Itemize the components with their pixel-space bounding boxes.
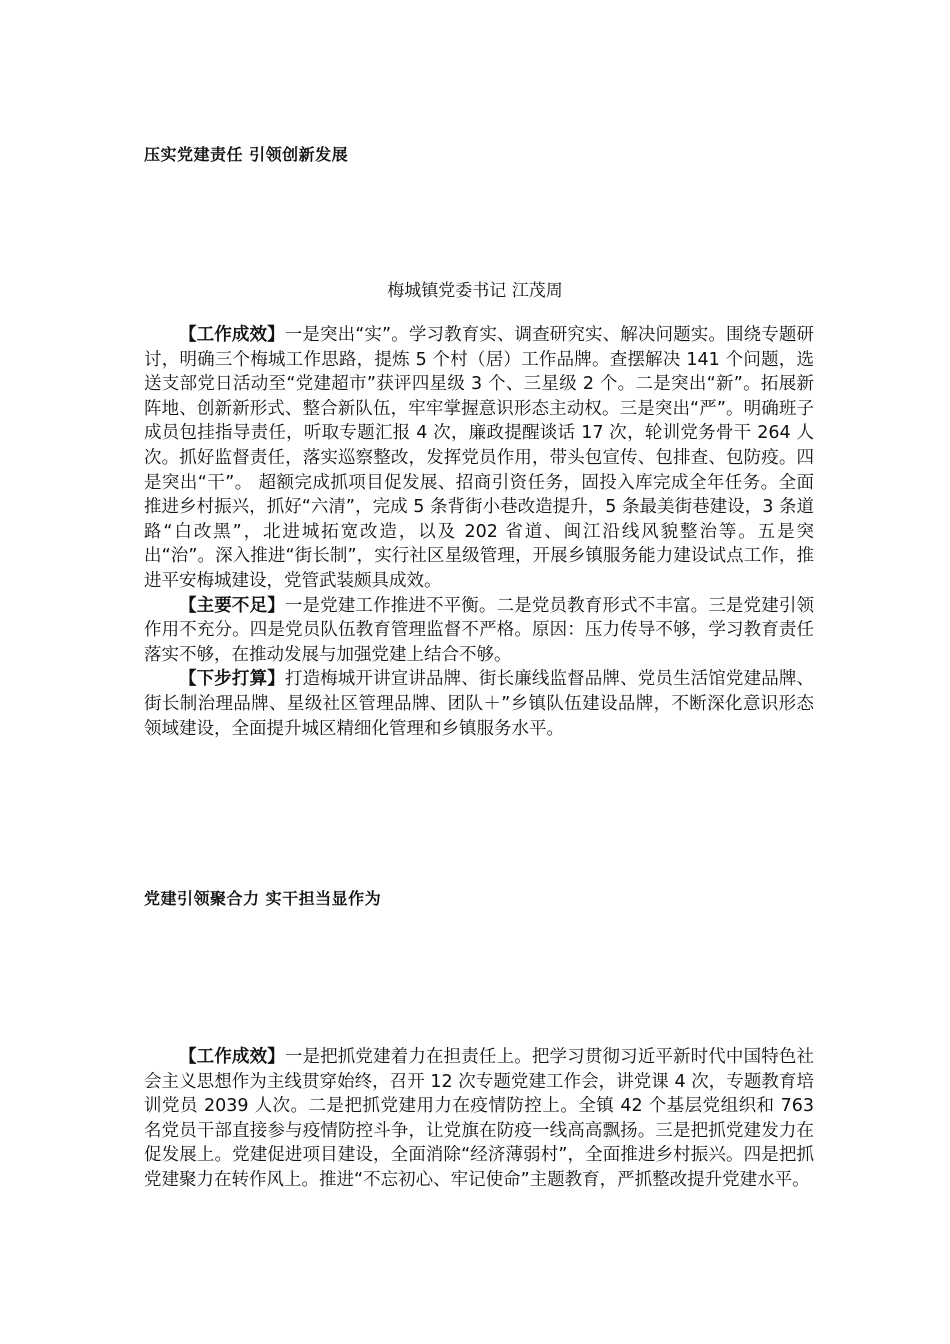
paragraph-work-results bbox=[144, 323, 814, 594]
article-1-body bbox=[144, 323, 814, 741]
paragraph-next-steps bbox=[144, 667, 814, 741]
article-2-title: 党建引领聚合力 实干担当显作为 bbox=[144, 889, 382, 908]
article-2-body bbox=[144, 1045, 814, 1193]
section-label: 【工作成效】 bbox=[179, 1047, 285, 1067]
paragraph-text: 一是把抓党建着力在担责任上。把学习贯彻习近平新时代中国特色社会主义思想作为主线贯穿始终，召开 12 次专题党建工作会，讲党课 4 次，专题教育培训党员 2039 人次。二是把抓党建用力在疫情防控上。全镇 42 个基层党组织和 763 名党员干部直接参与疫情防控斗争，让党旗在防疫一线高高飘扬。三是把抓党建发力在促发展上。党建促进项目建设，全面消除“经济薄弱村”，全面推进乡村振兴。四是把抓党建聚力在转作风上。推进“不忘初心、牢记使命”主题教育，严抓整改提升党建水平。 bbox=[144, 1047, 814, 1190]
section-label: 【工作成效】 bbox=[179, 325, 285, 345]
section-label: 【主要不足】 bbox=[179, 595, 285, 616]
paragraph-text: 一是突出“实”。学习教育实、调查研究实、解决问题实。围绕专题研讨，明确三个梅城工作思路，提炼 5 个村（居）工作品牌。查摆解决 141 个问题，选送支部党日活动至“党建超市”获评四星级 3 个、三星级 2 个。二是突出“新”。拓展新阵地、创新新形式、整合新队伍，牢牢掌握意识形态主动权。三是突出“严”。明确班子成员包挂指导责任，听取专题汇报 4 次，廉政提醒谈话 17 次，轮训党务骨干 264 人次。抓好监督责任，落实巡察整改，发挥党员作用，带头包宣传、包排查、包防疫。四是突出“干”。 超额完成抓项目促发展、招商引资任务，固投入库完成全年任务。全面推进乡村振兴，抓好“六清”，完成 5 条背街小巷改造提升，5 条最美街巷建设，3 条道路“白改黑”，北进城拓宽改造，以及 202 省道、闽江沿线风貌整治等。五是突出“治”。深入推进“街长制”，实行社区星级管理，开展乡镇服务能力建设试点工作，推进平安梅城建设，党管武装颇具成效。 bbox=[144, 325, 814, 591]
section-label: 【下步打算】 bbox=[179, 669, 285, 690]
article-1-title: 压实党建责任 引领创新发展 bbox=[144, 145, 349, 164]
paragraph-shortcomings bbox=[144, 594, 814, 668]
paragraph-work-results bbox=[144, 1045, 814, 1193]
article-1-byline: 梅城镇党委书记 江茂周 bbox=[387, 281, 563, 301]
paragraph-text: 打造梅城开讲宣讲品牌、街长廉线监督品牌、党员生活馆党建品牌、街长制治理品牌、星级社区管理品牌、团队＋”乡镇队伍建设品牌，不断深化意识形态领域建设，全面提升城区精细化管理和乡镇服务水平。 bbox=[144, 669, 814, 739]
paragraph-text: 一是党建工作推进不平衡。二是党员教育形式不丰富。三是党建引领作用不充分。四是党员队伍教育管理监督不严格。原因：压力传导不够，学习教育责任落实不够，在推动发展与加强党建上结合不够。 bbox=[144, 595, 814, 665]
